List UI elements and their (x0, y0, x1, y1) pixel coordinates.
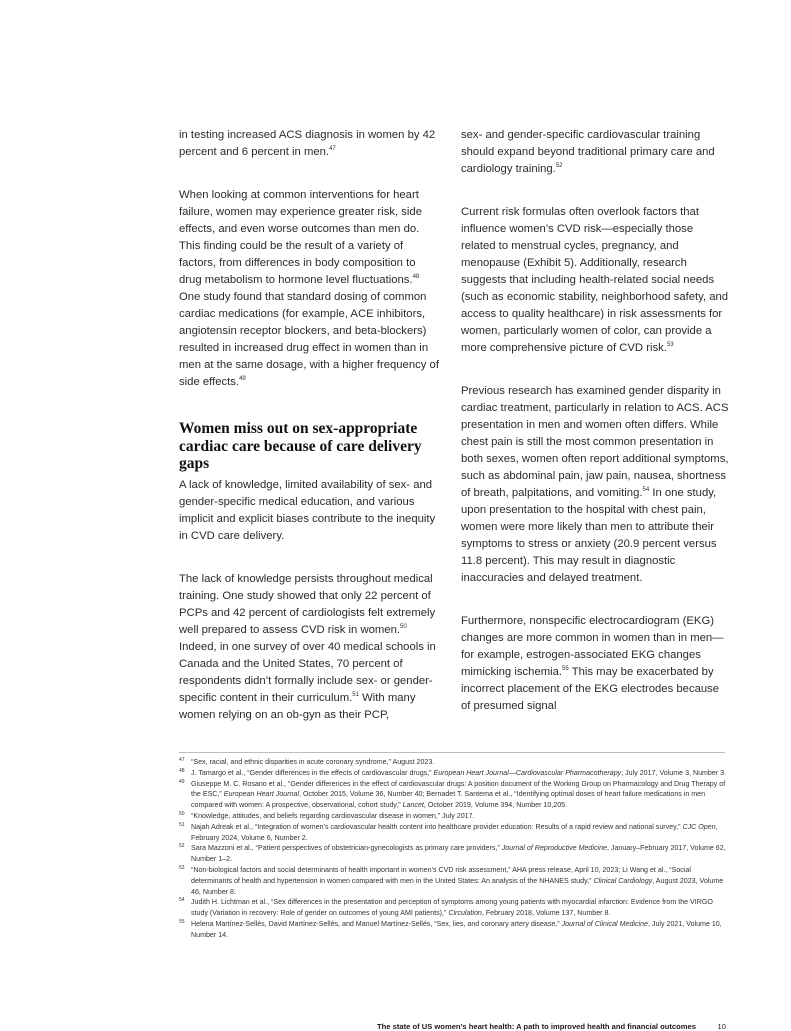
footnote-ref[interactable]: 49 (239, 376, 246, 382)
footnote: 49 Giuseppe M. C. Rosano et al., “Gender differences in the effect of cardiovascular drugs: A position document of the Working Group on Pharmacology and Drug Therapy of the ESC,” European Heart Journal, October 2015, Volume 36, Number 40; Bernadet T. Santema et al., “Identifying optimal doses of heart failure medications in men compared with women: A prospective, observational, cohort study,” Lancet, October 2019, Volume 394, Number 10,205. (179, 778, 726, 810)
paragraph: The lack of knowledge persists throughout medical training. One study showed that only 22 percent of PCPs and 42 percent of cardiologists felt extremely well prepared to assess CVD risk in women.$^{50}$ Indeed, in one survey of over 40 medical schools in Canada and the United States, 70 percent of respondents didn’t formally include sex- or gender-specific content in their curriculum.$^{51}$ With many women relying on an ob-gyn as their PCP, (179, 572, 436, 721)
footnote: 52 Sara Mazzoni et al., “Patient perspectives of obstetrician-gynecologists as primary care providers,” Journal of Reproductive Medicine, January–February 2017, Volume 62, Number 1–2. (179, 843, 726, 864)
footnote-ref[interactable]: 53 (666, 342, 674, 348)
footnote: 50 “Knowledge, attitudes, and beliefs regarding cardiovascular disease in women,” July 2017. (179, 810, 475, 820)
footnotes (179, 757, 727, 941)
paragraph: A lack of knowledge, limited availability of sex- and gender-specific medical education, and various implicit and explicit biases contribute to the inequity in CVD care delivery. (179, 478, 436, 542)
section-heading: Women miss out on sex-appropriate cardiac care because of care delivery gaps (179, 420, 422, 472)
footnote: 53 “Non-biological factors and social determinants of health important in women’s CVD risk assessment,” AHA press release, April 10, 2023; Li Wang et al., “Social determinants of health and hypertension in women compared with men in the United States: An analysis of the NHANES study,” Clinical Cardiology, August 2023, Volume 46, Number 8. (179, 864, 724, 896)
footnote: 51 Najah Adreak et al., “Integration of women’s cardiovascular health content into healthcare provider education: Results of a rapid review and national survey,” CJC Open, February 2024, Volume 6, Number 2. (179, 821, 718, 842)
footnote: 55 Helena Martínez-Sellés, David Martínez-Sellés, and Manuel Martínez-Sellés, “Sex, lies, and coronary artery disease,” Journal of Clinical Medicine, July 2021, Volume 10, Number 14. (179, 918, 722, 939)
footnote-divider (179, 752, 725, 753)
footnote-ref[interactable]: 48 (412, 274, 420, 280)
footnote: 48 J. Tamargo et al., “Gender differences in the effects of cardiovascular drugs,” European Heart Journal—Cardiovascular Pharmacotherapy, July 2017, Volume 3, Number 3. (179, 767, 727, 777)
paragraph: Furthermore, nonspecific electrocardiogram (EKG) changes are more common in women than in men—for example, estrogen-associated EKG changes mimicking ischemia.$^{55}$ This may be exacerbated by incorrect placement of the EKG electrodes because of presumed signal (461, 615, 724, 712)
footnote-ref[interactable]: 54 (642, 487, 650, 493)
right-column (461, 127, 729, 732)
footnote-ref[interactable]: 51 (352, 691, 359, 698)
footer-title: The state of US women’s heart health: A path to improved health and financial outcomes (377, 1022, 696, 1031)
footnote: 54 Judith H. Lichtman et al., “Sex differences in the presentation and perception of symptoms among young patients with myocardial infarction: Evidence from the VIRGO study (Variation in recovery: Role of gender on outcomes of young AMI patients),” Circulation, February 2018, Volume 137, Number 8. (179, 897, 713, 918)
paragraph: sex- and gender-specific cardiovascular training should expand beyond traditional primary care and cardiology training.$^{52}$ (461, 129, 715, 175)
paragraph: in testing increased ACS diagnosis in women by 42 percent and 6 percent in men.$^{47}$ (179, 129, 436, 158)
footnote-ref[interactable]: 47 (329, 146, 336, 152)
footnote-ref[interactable]: 52 (555, 163, 563, 169)
paragraph: Current risk formulas often overlook factors that influence women’s CVD risk—especially those related to menstrual cycles, pregnancy, and menopause (Exhibit 5). Additionally, research suggests that including health-related social needs (such as economic stability, neighborhood safety, and access to quality healthcare) in risk assessments for women, particularly women of color, can provide a more comprehensive picture of CVD risk.$^{53}$ (461, 206, 729, 354)
paragraph: When looking at common interventions for heart failure, women may experience greater risk, side effects, and even worse outcomes than men do. This finding could be the result of a variety of factors, from differences in body composition to drug metabolism to hormone level fluctuations.$^{48}$ One study found that standard dosing of common cardiac medications (for example, ACE inhibitors, angiotensin receptor blockers, and beta-blockers) resulted in increased drug effect in women than in men at the same dosage, with a higher frequency of side effects.$^{49}$ (179, 189, 439, 388)
page-number: 10 (717, 1022, 726, 1031)
left-column (179, 127, 441, 741)
footnote-ref[interactable]: 55 (562, 666, 569, 672)
paragraph: Previous research has examined gender disparity in cardiac treatment, particularly in relation to ACS. ACS presentation in men and women often differs. While chest pain is still the most common presentation in both sexes, women often report additional symptoms, such as abdominal pain, jaw pain, nausea, shortness of breath, palpitations, and vomiting.$^{54}$ In one study, upon presentation to the hospital with chest pain, women were more likely than men to attribute their symptoms to stress or anxiety (20.9 percent versus 11.8 percent). This may result in diagnostic inaccuracies and delayed treatment. (461, 385, 729, 584)
footnote: 47 “Sex, racial, and ethnic disparities in acute coronary syndrome,” August 2023. (179, 757, 435, 766)
footnote-ref[interactable]: 50 (400, 623, 407, 630)
